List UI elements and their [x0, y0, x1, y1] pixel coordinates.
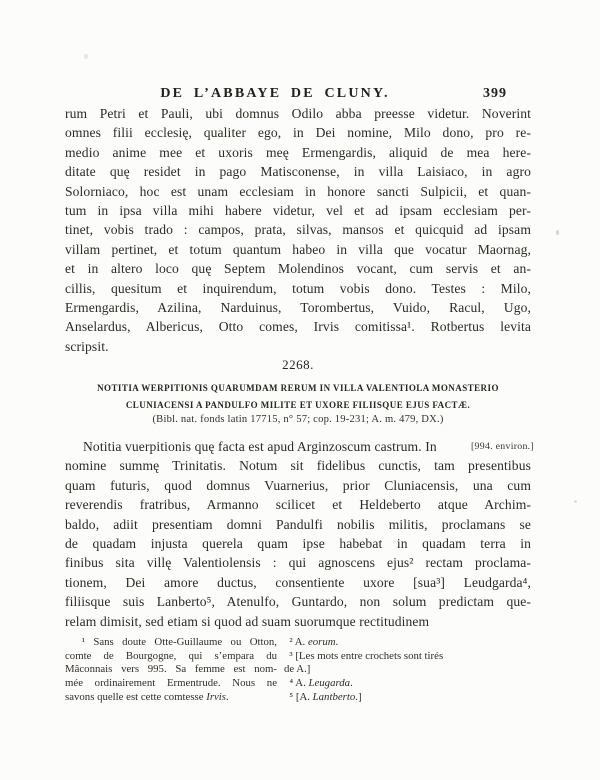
- charter-text-paragraph-1: [65, 104, 531, 356]
- text-line: ⁴ A. Leugarda.: [284, 677, 353, 690]
- text-line: ² A. eorum.: [284, 636, 339, 648]
- text-line: tum in ipsa villa mihi habere videtur, vel et ad ipsam ecclesiam per-: [65, 203, 531, 219]
- text-line: medio anime mee et uxoris meę Ermengardis, aliquid de mea here-: [65, 144, 531, 160]
- footnote-column-left: [65, 636, 277, 705]
- text-line: ³ [Les mots entre crochets sont tirés: [284, 649, 444, 662]
- text-line: omnes filii ecclesię, qualiter ego, in Dei nomine, Milo dono, pro re-: [65, 125, 531, 141]
- text-line: Notitia vuerpitionis quę facta est apud Arginzoscum castrum. In: [83, 439, 437, 454]
- text-line: rum Petri et Pauli, ubi domnus Odilo abba preesse videtur. Noverint: [65, 106, 531, 121]
- margin-date-note: [994. environ.]: [471, 441, 534, 452]
- text-line: comte de Bourgogne, qui s’empara du: [65, 649, 277, 662]
- footnotes: [65, 636, 481, 705]
- text-line: tionem, Dei amore ductus, consentiente uxore [sua³] Leudgarda⁴,: [65, 574, 531, 590]
- text-line: finibus sita villę Valentiolensis : qui agnoscens ejus² rectam proclama-: [65, 555, 531, 571]
- running-head: [65, 86, 531, 104]
- text-line: de A.]: [284, 663, 311, 676]
- text-line: Solorniaco, hoc est unam ecclesiam in honore sancti Sulpicii, et quan-: [65, 183, 531, 199]
- scan-speck: [574, 500, 577, 503]
- text-line: reverendis fratribus, Armanno scilicet et Heldeberto atque Archim-: [65, 497, 531, 513]
- charter-text-paragraph-2: [65, 437, 531, 631]
- charter-number: 2268.: [282, 357, 314, 372]
- page-title: DE L’ABBAYE DE CLUNY.: [160, 86, 390, 101]
- text-line: Anselardus, Albericus, Otto comes, Irvis comitissa¹. Rotbertus levita: [65, 319, 531, 335]
- text-line: Ermengardis, Azilina, Narduinus, Torombertus, Vuido, Racul, Ugo,: [65, 300, 531, 316]
- text-line: nomine summę Trinitatis. Notum sit fidelibus cunctis, tam presentibus: [65, 458, 531, 474]
- footnote-column-right: [284, 636, 481, 705]
- text-line: villam pertinet, et totum quantum habeo in villa que vocatur Maornag,: [65, 241, 531, 257]
- text-line: de quadam injusta querela quam ipse habebat in quadam terra in: [65, 536, 531, 552]
- source-citation: (Bibl. nat. fonds latin 17715, n° 57; cop. 19-231; A. m. 479, DX.): [152, 414, 444, 425]
- text-line: tinet, vobis trado : campos, prata, silvas, mansos et quicquid ad ipsam: [65, 222, 531, 238]
- text-line: ditate quę residet in pago Matisconense, in villa Laisiaco, in agro: [65, 164, 531, 180]
- page-number: 399: [483, 86, 507, 101]
- text-line: relam dimisit, sed etiam si quod ad suam suorumque rectitudinem: [65, 613, 430, 629]
- text-line: cillis, quesitum et inquirendum, totum vobis dono. Testes : Milo,: [65, 280, 531, 296]
- text-line: baldo, adiit presentiam domni Pandulfi nobilis militis, proclamans se: [65, 516, 531, 532]
- text-line: scripsit.: [65, 338, 109, 354]
- text-line: quam futuris, quod domnus Vuarnerius, prior Cluniacensis, una cum: [65, 477, 531, 493]
- scan-smudge: [84, 54, 88, 59]
- text-line: et in altero loco quę Septem Molendinos vocant, cum servis et an-: [65, 261, 531, 277]
- text-line: filiisque suis Lanberto⁵, Atenulfo, Guntardo, non solum predictam que-: [65, 594, 531, 610]
- text-line: ¹ Sans doute Otte-Guillaume ou Otton,: [65, 636, 277, 648]
- scan-speck: [556, 230, 559, 235]
- text-line: CLUNIACENSI A PANDULFO MILITE ET UXORE FILIISQUE EJUS FACTÆ.: [125, 399, 471, 410]
- text-line: mée ordinairement Ermentrude. Nous ne: [65, 677, 277, 690]
- charter-heading: [45, 380, 551, 413]
- text-line: savons quelle est cette comtesse Irvis.: [65, 690, 229, 703]
- text-line: Mâconnais vers 995. Sa femme est nom-: [65, 663, 277, 676]
- text-line: ⁵ [A. Lantberto.]: [284, 690, 362, 703]
- text-line: NOTITIA WERPITIONIS QUARUMDAM RERUM IN VILLA VALENTIOLA MONASTERIO: [97, 383, 499, 393]
